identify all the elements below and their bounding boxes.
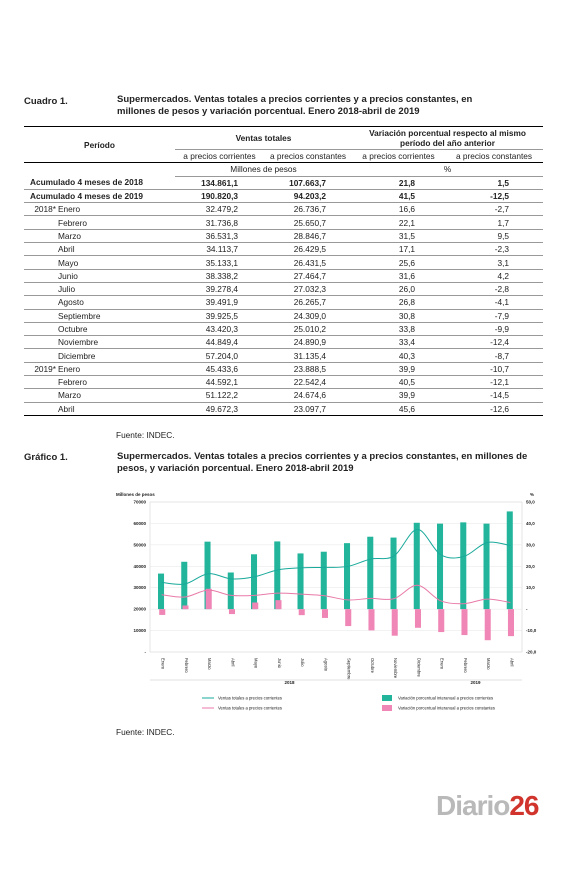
cell-constantes: 23.097,7 <box>264 402 352 415</box>
header-periodo: Período <box>24 127 175 163</box>
cell-var-constantes: -2,8 <box>445 282 543 295</box>
bar-var-constantes <box>368 609 374 630</box>
cell-period-label: Enero <box>58 363 81 374</box>
cell-var-constantes: -12,6 <box>445 402 543 415</box>
table-row <box>24 243 543 256</box>
cell-period-label: Diciembre <box>58 350 96 361</box>
year-label: 2019 <box>470 680 481 685</box>
cell-var-constantes: 1,7 <box>445 216 543 229</box>
cell-constantes: 26.265,7 <box>264 296 352 309</box>
cell-var-constantes: -9,9 <box>445 322 543 335</box>
cell-var-corrientes: 30,8 <box>352 309 445 322</box>
cell-var-corrientes: 45,6 <box>352 402 445 415</box>
right-tick-label: 50,0 <box>526 499 535 505</box>
cell-var-corrientes: 26,8 <box>352 296 445 309</box>
table-row <box>24 269 543 282</box>
x-tick-label: Diciembre <box>416 658 422 677</box>
cell-var-corrientes: 26,0 <box>352 282 445 295</box>
cell-period-label: Enero <box>58 204 81 215</box>
cell-constantes: 24.309,0 <box>264 309 352 322</box>
cell-corrientes: 35.133,1 <box>175 256 264 269</box>
x-tick-label: Junio <box>276 658 282 669</box>
left-tick-label: 70000 <box>133 499 146 505</box>
cell-period-label: Marzo <box>58 390 82 401</box>
right-tick-label: -20,0 <box>526 649 537 655</box>
left-axis-title: Millones de pesos <box>116 492 155 497</box>
cell-corrientes: 34.113,7 <box>175 243 264 256</box>
table-row <box>24 389 543 402</box>
table-row <box>24 376 543 389</box>
cell-constantes: 28.846,7 <box>264 229 352 242</box>
x-tick-label: Febrero <box>462 658 468 673</box>
cell-period <box>24 216 175 229</box>
cell-constantes: 24.674,6 <box>264 389 352 402</box>
cell-period <box>24 203 175 216</box>
bar-var-corrientes <box>321 552 327 609</box>
cell-period-label: Septiembre <box>58 310 101 321</box>
bar-var-corrientes <box>483 524 489 609</box>
x-tick-label: Julio <box>300 658 306 667</box>
table-title: Supermercados. Ventas totales a precios corrientes y a precios constantes, en millones de pesos y variación porcentual. Enero 2018-abril de 2019 <box>117 94 473 117</box>
legend-swatch <box>382 695 392 701</box>
bar-var-corrientes <box>460 522 466 609</box>
bar-var-corrientes <box>437 524 443 609</box>
cell-constantes: 27.464,7 <box>264 269 352 282</box>
units-pct: % <box>352 163 543 176</box>
cell-var-corrientes: 40,3 <box>352 349 445 362</box>
header-ventas: Ventas totales <box>175 127 352 150</box>
x-tick-label: Marzo <box>207 658 213 670</box>
left-tick-label: 60000 <box>133 520 146 526</box>
bar-var-constantes <box>229 609 235 614</box>
cell-var-constantes: -12,1 <box>445 376 543 389</box>
cell-period <box>24 376 175 389</box>
table-row <box>24 282 543 295</box>
table-row <box>24 203 543 216</box>
right-tick-label: -10,0 <box>526 628 537 634</box>
legend-label: Ventas totales a precios corrientes <box>218 705 283 711</box>
bar-var-constantes <box>345 609 351 626</box>
cell-corrientes: 38.338,2 <box>175 269 264 282</box>
table-row <box>24 216 543 229</box>
cell-constantes: 94.203,2 <box>264 189 352 202</box>
cell-var-corrientes: 25,6 <box>352 256 445 269</box>
cell-var-constantes: -8,7 <box>445 349 543 362</box>
cell-var-corrientes: 33,8 <box>352 322 445 335</box>
bar-var-corrientes <box>251 554 257 609</box>
cell-var-constantes: 1,5 <box>445 176 543 189</box>
cell-var-corrientes: 31,5 <box>352 229 445 242</box>
cell-corrientes: 57.204,0 <box>175 349 264 362</box>
cell-corrientes: 51.122,2 <box>175 389 264 402</box>
right-tick-label: 10,0 <box>526 585 535 591</box>
cell-corrientes: 45.433,6 <box>175 362 264 375</box>
table-row <box>24 349 543 362</box>
cell-constantes: 25.010,2 <box>264 322 352 335</box>
cell-period <box>24 256 175 269</box>
x-tick-label: Noviembre <box>393 658 399 679</box>
cell-period <box>24 389 175 402</box>
cell-period-label: Abril <box>58 244 75 255</box>
cell-var-corrientes: 21,8 <box>352 176 445 189</box>
cell-period <box>24 243 175 256</box>
bar-var-constantes <box>392 609 398 636</box>
chart-title: Supermercados. Ventas totales a precios corrientes y a precios constantes, en millones de pesos, y variación porcentual. Enero 2018-abril 2019 <box>117 451 528 474</box>
cell-constantes: 22.542,4 <box>264 376 352 389</box>
cell-year: 2019* <box>34 363 56 374</box>
bar-var-constantes <box>461 609 467 635</box>
right-tick-label: 20,0 <box>526 563 535 569</box>
cell-constantes: 23.888,5 <box>264 362 352 375</box>
cell-period-label: Junio <box>58 270 78 281</box>
cell-var-corrientes: 31,6 <box>352 269 445 282</box>
table-row <box>24 336 543 349</box>
left-tick-label: 40000 <box>133 563 146 569</box>
cell-period <box>24 402 175 415</box>
cell-corrientes: 32.479,2 <box>175 203 264 216</box>
cell-corrientes: 49.672,3 <box>175 402 264 415</box>
year-label: 2018 <box>284 680 295 685</box>
cell-var-corrientes: 40,5 <box>352 376 445 389</box>
table-row <box>24 362 543 375</box>
cell-corrientes: 190.820,3 <box>175 189 264 202</box>
legend-label: Ventas totales a precios corrientes <box>218 695 283 701</box>
left-tick-label: 50000 <box>133 542 146 548</box>
bar-var-constantes <box>438 609 444 632</box>
table-row <box>24 176 543 189</box>
cell-constantes: 25.650,7 <box>264 216 352 229</box>
cell-period-label: Febrero <box>58 377 88 388</box>
bar-var-constantes <box>299 609 305 615</box>
cell-constantes: 31.135,4 <box>264 349 352 362</box>
cell-period-label: Febrero <box>58 217 88 228</box>
header-variacion: Variación porcentual respecto al mismo período del año anterior <box>352 127 543 150</box>
right-tick-label: 40,0 <box>526 520 535 526</box>
cell-period <box>24 229 175 242</box>
bar-var-corrientes <box>274 541 280 609</box>
legend-label: Variación porcentual interanual a precios corrientes <box>398 695 494 701</box>
left-tick-label: 30000 <box>133 585 146 591</box>
bar-var-corrientes <box>297 553 303 609</box>
diario26-logo: Diario26 <box>436 790 539 821</box>
bar-var-corrientes <box>414 523 420 609</box>
cell-period <box>24 282 175 295</box>
cell-period-label: Agosto <box>58 297 84 308</box>
cell-var-constantes: 4,2 <box>445 269 543 282</box>
cell-corrientes: 44.592,1 <box>175 376 264 389</box>
cell-constantes: 24.890,9 <box>264 336 352 349</box>
table-row <box>24 256 543 269</box>
x-tick-label: Mayo <box>253 658 259 669</box>
header-corrientes: a precios corrientes <box>175 150 264 163</box>
cell-corrientes: 134.861,1 <box>175 176 264 189</box>
cell-var-constantes: -12,5 <box>445 189 543 202</box>
header-var-corrientes: a precios corrientes <box>352 150 445 163</box>
cell-period <box>24 362 175 375</box>
x-tick-label: Agosto <box>323 658 329 672</box>
x-tick-label: Abril <box>509 658 515 667</box>
cell-period-label: Octubre <box>58 324 88 334</box>
cell-period <box>24 176 175 189</box>
bar-var-constantes <box>252 603 258 610</box>
cell-var-corrientes: 22,1 <box>352 216 445 229</box>
x-tick-label: Octubre <box>369 658 375 673</box>
bar-var-constantes <box>508 609 514 636</box>
cell-period-label: Acumulado 4 meses de 2018 <box>30 177 143 188</box>
right-tick-label: - <box>526 606 528 612</box>
cell-constantes: 26.429,5 <box>264 243 352 256</box>
cell-corrientes: 39.925,5 <box>175 309 264 322</box>
bar-var-constantes <box>485 609 491 640</box>
bar-var-corrientes <box>158 574 164 610</box>
cell-period-label: Noviembre <box>58 337 99 348</box>
cell-period <box>24 189 175 202</box>
table-label: Cuadro 1. <box>24 96 68 107</box>
cell-corrientes: 31.736,8 <box>175 216 264 229</box>
units-millones: Millones de pesos <box>175 163 352 176</box>
cell-period <box>24 349 175 362</box>
cell-period-label: Julio <box>58 284 76 295</box>
chart-label: Gráfico 1. <box>24 452 68 463</box>
cell-var-corrientes: 39,9 <box>352 362 445 375</box>
data-table <box>24 126 543 416</box>
legend-swatch <box>382 705 392 711</box>
header-constantes: a precios constantes <box>264 150 352 163</box>
bar-var-constantes <box>322 609 328 618</box>
chart-source: Fuente: INDEC. <box>116 727 175 737</box>
x-tick-label: Abril <box>230 658 236 667</box>
right-axis-title: % <box>530 492 535 497</box>
x-tick-label: Enero <box>439 658 445 670</box>
cell-var-constantes: -12,4 <box>445 336 543 349</box>
cell-var-corrientes: 17,1 <box>352 243 445 256</box>
table-row <box>24 296 543 309</box>
right-tick-label: 30,0 <box>526 542 535 548</box>
legend-label: Variación porcentual interanual a precios constantes <box>398 705 495 711</box>
cell-constantes: 27.032,3 <box>264 282 352 295</box>
bar-var-constantes <box>159 609 165 615</box>
x-tick-label: Febrero <box>183 658 189 673</box>
table-row <box>24 309 543 322</box>
cell-var-constantes: -14,5 <box>445 389 543 402</box>
cell-var-constantes: -7,9 <box>445 309 543 322</box>
cell-var-corrientes: 33,4 <box>352 336 445 349</box>
cell-period <box>24 296 175 309</box>
table-row <box>24 322 543 335</box>
left-tick-label: 10000 <box>133 628 146 634</box>
x-tick-label: Enero <box>160 658 166 670</box>
cell-constantes: 26.736,7 <box>264 203 352 216</box>
table-row <box>24 229 543 242</box>
cell-var-constantes: 3,1 <box>445 256 543 269</box>
cell-var-constantes: -2,3 <box>445 243 543 256</box>
cell-corrientes: 43.420,3 <box>175 322 264 335</box>
cell-period-label: Mayo <box>58 257 79 268</box>
table-row <box>24 402 543 415</box>
cell-period-label: Abril <box>58 403 75 414</box>
header-var-constantes: a precios constantes <box>445 150 543 163</box>
cell-corrientes: 39.491,9 <box>175 296 264 309</box>
cell-corrientes: 39.278,4 <box>175 282 264 295</box>
x-tick-label: Marzo <box>486 658 492 670</box>
cell-var-constantes: -10,7 <box>445 362 543 375</box>
table-source: Fuente: INDEC. <box>116 430 175 440</box>
table-row <box>24 189 543 202</box>
cell-var-constantes: -2,7 <box>445 203 543 216</box>
cell-constantes: 107.663,7 <box>264 176 352 189</box>
cell-corrientes: 36.531,3 <box>175 229 264 242</box>
cell-var-corrientes: 16,6 <box>352 203 445 216</box>
left-tick-label: - <box>144 649 146 655</box>
chart <box>110 484 550 716</box>
left-tick-label: 20000 <box>133 606 146 612</box>
bar-var-constantes <box>182 606 188 610</box>
cell-period <box>24 309 175 322</box>
cell-constantes: 26.431,5 <box>264 256 352 269</box>
cell-period-label: Acumulado 4 meses de 2019 <box>30 191 143 202</box>
x-tick-label: Septiembre <box>346 658 352 680</box>
cell-var-constantes: -4,1 <box>445 296 543 309</box>
bar-var-constantes <box>206 589 212 609</box>
cell-period <box>24 336 175 349</box>
bar-var-constantes <box>415 609 421 628</box>
bar-var-corrientes <box>181 562 187 609</box>
cell-period-label: Marzo <box>58 230 82 241</box>
cell-var-constantes: 9,5 <box>445 229 543 242</box>
cell-period <box>24 269 175 282</box>
bar-var-constantes <box>275 600 281 609</box>
cell-period <box>24 322 175 335</box>
cell-var-corrientes: 41,5 <box>352 189 445 202</box>
cell-year: 2018* <box>34 204 56 215</box>
cell-var-corrientes: 39,9 <box>352 389 445 402</box>
cell-corrientes: 44.849,4 <box>175 336 264 349</box>
bar-var-corrientes <box>507 511 513 609</box>
